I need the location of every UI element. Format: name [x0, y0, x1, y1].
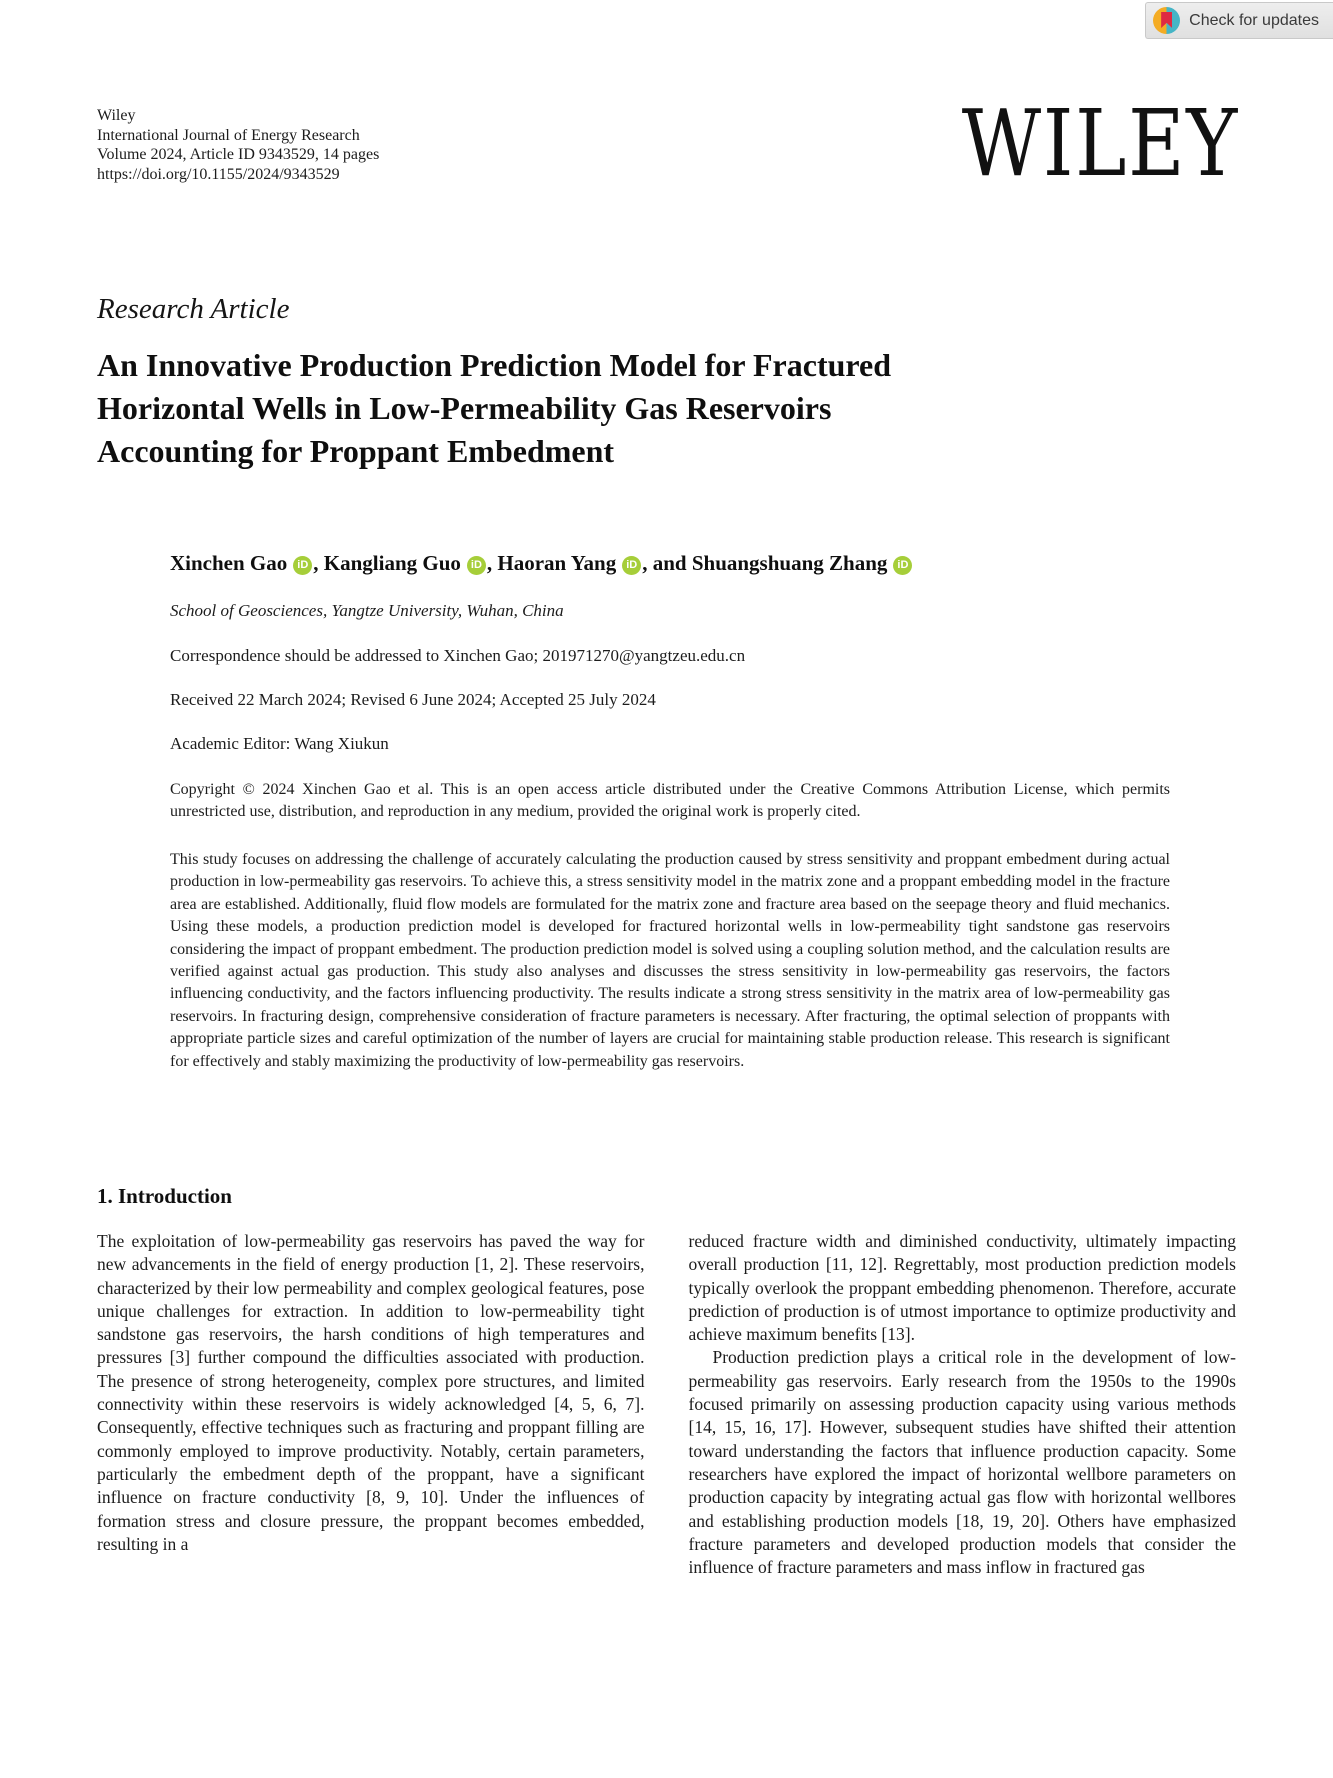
intro-paragraph-2: Production prediction plays a critical role in the development of low-permeability gas reservoirs. Early research from the 1950s to the 1990s focused primarily on assessing production capacity using various methods [14, 15, 16, 17]. However, subsequent studies have shifted their attention toward understanding the factors that influence production capacity. Some researchers have explored the impact of horizontal wellbore parameters on production capacity by integrating actual gas flow with horizontal wellbores and establishing production models [18, 19, 20]. Others have emphasized fracture parameters and developed production models that consider the influence of fracture parameters and mass inflow in fractured gas — [688, 1347, 1236, 1578]
crossmark-icon — [1153, 7, 1180, 34]
check-for-updates-label: Check for updates — [1189, 11, 1319, 29]
orcid-icon[interactable]: iD — [293, 556, 312, 575]
two-column-body — [97, 1230, 1236, 1579]
correspondence-line: Correspondence should be addressed to Xinchen Gao; 201971270@yangtzeu.edu.cn — [170, 646, 746, 665]
author-byline — [170, 551, 913, 576]
article-title-line-3: Accounting for Proppant Embedment — [97, 433, 615, 469]
left-column — [97, 1230, 645, 1579]
article-type-label: Research Article — [97, 293, 290, 325]
history-line: Received 22 March 2024; Revised 6 June 2024; Accepted 25 July 2024 — [170, 690, 656, 709]
journal-name: International Journal of Energy Research — [97, 126, 360, 144]
intro-paragraph-1-continued: reduced fracture width and diminished conductivity, ultimately impacting overall production [11, 12]. Regrettably, most production prediction models typically overlook the proppant embedding phenomenon. Therefore, accurate prediction of production is of utmost importance to optimize productivity and achieve maximum benefits [13]. — [688, 1231, 1236, 1345]
masthead-block — [97, 106, 379, 184]
author-name: Shuangshuang Zhang — [691, 551, 888, 575]
author-name: Xinchen Gao — [170, 551, 288, 575]
author-separator: , and — [642, 551, 692, 575]
affiliation-line: School of Geosciences, Yangtze University, Wuhan, China — [170, 601, 564, 620]
orcid-icon[interactable]: iD — [622, 556, 641, 575]
author-separator: , — [486, 551, 498, 575]
citation-line: Volume 2024, Article ID 9343529, 14 pages — [97, 146, 380, 163]
check-for-updates-button[interactable] — [1145, 2, 1333, 39]
intro-paragraph-1: The exploitation of low-permeability gas reservoirs has paved the way for new advancements in the field of energy production [1, 2]. These reservoirs, characterized by their low permeability and complex geological features, pose unique challenges for extraction. In addition to low-permeability tight sandstone gas reservoirs, the harsh conditions of high temperatures and pressures [3] further compound the difficulties associated with production. The presence of strong heterogeneity, complex pore structures, and limited connectivity within these reservoirs is widely acknowledged [4, 5, 6, 7]. Consequently, effective techniques such as fracturing and proppant filling are commonly employed to improve productivity. Notably, certain parameters, particularly the embedment depth of the proppant, have a significant influence on fracture conductivity [8, 9, 10]. Under the influences of formation stress and closure pressure, the proppant becomes embedded, resulting in a — [97, 1231, 645, 1554]
publisher-name: Wiley — [97, 107, 136, 124]
article-title-line-1: An Innovative Production Prediction Model for Fractured — [97, 347, 892, 383]
article-title — [97, 344, 1057, 473]
doi-link[interactable]: https://doi.org/10.1155/2024/9343529 — [97, 165, 340, 183]
author-name: Haoran Yang — [497, 551, 617, 575]
wiley-logo: WILEY — [961, 90, 1239, 197]
article-title-line-2: Horizontal Wells in Low-Permeability Gas Reservoirs — [97, 390, 832, 426]
author-separator: , — [313, 551, 324, 575]
copyright-notice: Copyright © 2024 Xinchen Gao et al. This is an open access article distributed under the Creative Commons Attribution License, which permits unrestricted use, distribution, and reproduction in any medium, provided the original work is properly cited. — [170, 781, 1170, 820]
academic-editor-line: Academic Editor: Wang Xiukun — [170, 734, 389, 753]
right-column — [689, 1230, 1237, 1579]
section-heading-introduction: 1. Introduction — [97, 1184, 232, 1208]
author-name: Kangliang Guo — [323, 551, 461, 575]
orcid-icon[interactable]: iD — [893, 556, 912, 575]
abstract-text: This study focuses on addressing the challenge of accurately calculating the production caused by stress sensitivity and proppant embedment during actual production in low-permeability gas reservoirs. To achieve this, a stress sensitivity model in the matrix zone and a proppant embedding model in the fracture area are established. Additionally, fluid flow models are formulated for the matrix zone and fracture area based on the seepage theory and fluid mechanics. Using these models, a production prediction model is developed for fractured horizontal wells in low-permeability tight sandstone gas reservoirs considering the impact of proppant embedment. The production prediction model is solved using a coupling solution method, and the calculation results are verified against actual gas production. This study also analyses and discusses the stress sensitivity in low-permeability gas reservoirs, the factors influencing conductivity, and the factors influencing productivity. The results indicate a strong stress sensitivity in the matrix area of low-permeability gas reservoirs. In fracturing design, comprehensive consideration of fracture parameters is necessary. After fracturing, the optimal selection of proppants with appropriate particle sizes and careful optimization of the number of layers are crucial for maintaining stable production release. This research is significant for effectively and stably maximizing the productivity of low-permeability gas reservoirs. — [170, 851, 1170, 1070]
orcid-icon[interactable]: iD — [467, 556, 486, 575]
